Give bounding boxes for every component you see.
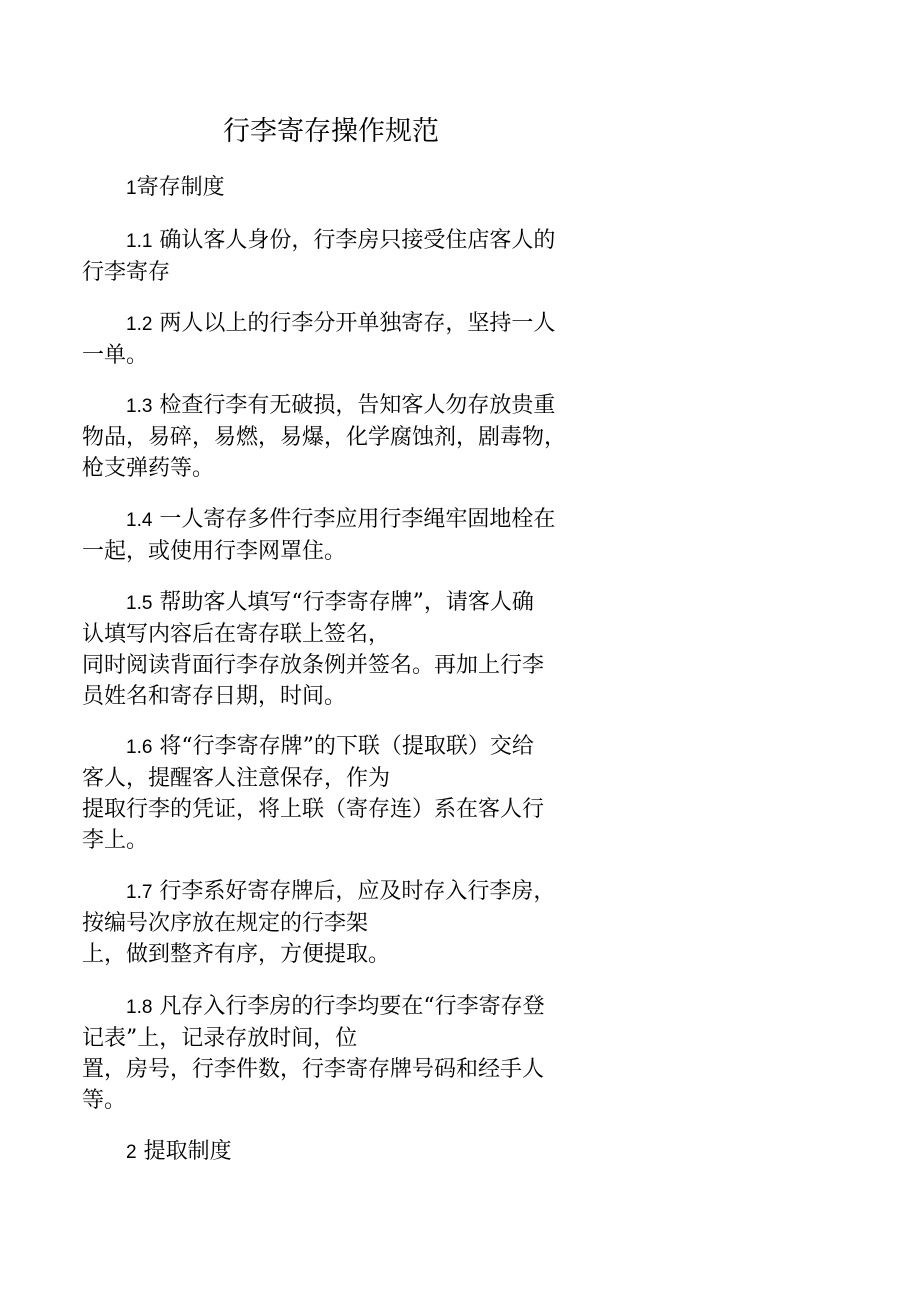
document-title: 行李寄存操作规范: [223, 116, 439, 147]
paragraph-line: 员姓名和寄存日期，时间。: [82, 684, 347, 709]
paragraph-line: 记表”上，记录存放时间，位: [82, 1026, 358, 1051]
paragraph-line: [82, 172, 622, 204]
item-number: 1.4: [126, 510, 153, 531]
paragraph-line: [82, 390, 622, 422]
paragraph-line: 等。: [82, 1088, 127, 1113]
section-title: 寄存制度: [136, 175, 225, 200]
paragraph-line: 物品，易碎，易燃，易爆，化学腐蚀剂，剧毒物，: [82, 425, 567, 450]
paragraph-line: 一起，或使用行李网罩住。: [82, 539, 347, 564]
paragraph-line: 行李寄存: [82, 260, 171, 285]
paragraph-text: 检查行李有无破损，告知客人勿存放贵重: [159, 393, 556, 418]
paragraph-text: 确认客人身份，行李房只接受住店客人的: [159, 228, 556, 253]
item-number: 1.6: [126, 737, 153, 758]
paragraph-1-1: [82, 225, 622, 288]
paragraph-line: 一单。: [82, 343, 149, 368]
paragraph-text: 行李系好寄存牌后，应及时存入行李房，: [159, 879, 556, 904]
paragraph-text: 将“行李寄存牌”的下联（提取联）交给: [159, 734, 534, 759]
paragraph-line: 提取行李的凭证，将上联（寄存连）系在客人行: [82, 797, 545, 822]
paragraph-1-3: [82, 390, 622, 484]
paragraph-text: 凡存入行李房的行李均要在“行李寄存登: [159, 994, 545, 1019]
paragraph-line: [82, 225, 622, 257]
paragraph-text: 帮助客人填写“行李寄存牌”，请客人确: [159, 590, 534, 615]
section-number: 2: [126, 1142, 137, 1163]
paragraph-line: 客人，提醒客人注意保存，作为: [82, 766, 391, 791]
item-number: 1.5: [126, 593, 153, 614]
section-number: 1: [126, 178, 137, 199]
paragraph-line: 认填写内容后在寄存联上签名，: [82, 622, 391, 647]
paragraph-line: [82, 876, 622, 908]
paragraph-1-5: [82, 587, 622, 712]
paragraph-1-7: [82, 876, 622, 970]
paragraph-line: [82, 587, 622, 619]
paragraph-line: 同时阅读背面行李存放条例并签名。再加上行李: [82, 653, 545, 678]
section-heading-1: [82, 172, 622, 204]
item-number: 1.8: [126, 997, 153, 1018]
paragraph-1-6: [82, 731, 622, 856]
item-number: 1.2: [126, 314, 153, 335]
paragraph-line: 按编号次序放在规定的行李架: [82, 911, 369, 936]
paragraph-line: [82, 991, 622, 1023]
paragraph-line: [82, 308, 622, 340]
paragraph-1-8: [82, 991, 622, 1116]
paragraph-text: 两人以上的行李分开单独寄存，坚持一人: [159, 311, 556, 336]
paragraph-line: [82, 1136, 622, 1168]
item-number: 1.7: [126, 882, 153, 903]
section-heading-2: [82, 1136, 622, 1168]
paragraph-line: 李上。: [82, 828, 149, 853]
paragraph-line: [82, 731, 622, 763]
paragraph-line: 枪支弹药等。: [82, 456, 215, 481]
paragraph-line: 上，做到整齐有序，方便提取。: [82, 942, 391, 967]
paragraph-1-2: [82, 308, 622, 371]
paragraph-1-4: [82, 504, 622, 567]
paragraph-line: [82, 504, 622, 536]
paragraph-text: 一人寄存多件行李应用行李绳牢固地栓在: [159, 507, 556, 532]
paragraph-line: 置，房号，行李件数，行李寄存牌号码和经手人: [82, 1057, 545, 1082]
item-number: 1.1: [126, 231, 153, 252]
item-number: 1.3: [126, 396, 153, 417]
section-title: 提取制度: [143, 1139, 232, 1164]
